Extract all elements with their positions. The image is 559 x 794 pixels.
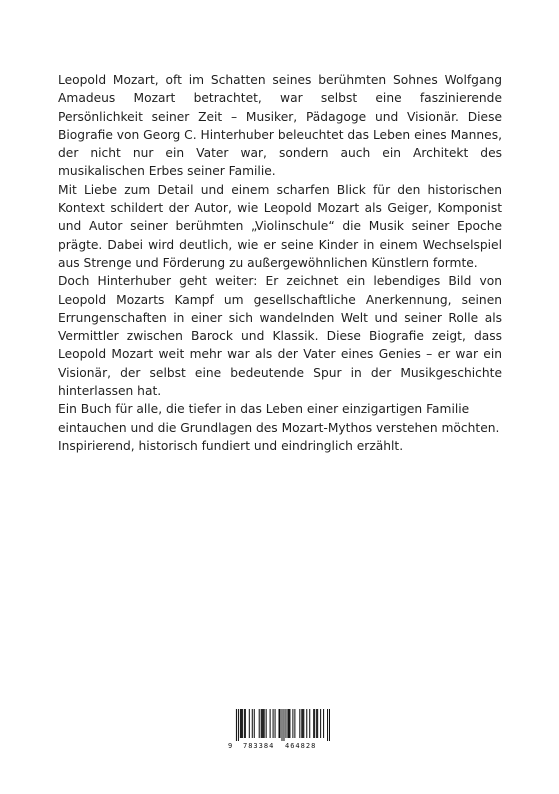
barcode-bar [316,709,317,738]
barcode-bar [299,709,300,738]
barcode-bar [279,709,280,738]
barcode-bar [242,709,243,738]
description-paragraph-2: Mit Liebe zum Detail und einem scharfen Blick für den historischen Kontext schildert der Autor, wie Leopold Mozart als Geiger, Komponist und Autor seiner berühmten „Violinschule“ die Musik seiner Epoche prägte. Dabei wird deutlich, wie er seine Kinder in einem Wechselspiel aus Strenge und Förderung zu außergewöhnlichen Künstlern formte. [58,182,502,270]
barcode-guard-bar [238,709,239,741]
barcode-bar [288,709,289,738]
barcode-bar [314,709,315,738]
barcode-bar [270,709,271,738]
barcode-bar [294,709,295,738]
back-cover-text [58,71,502,455]
barcode-bar [323,709,324,738]
description-paragraph-3: Doch Hinterhuber geht weiter: Er zeichnet ein lebendiges Bild von Leopold Mozarts Kampf um gesellschaftliche Anerkennung, seinen Errungenschaften in einer sich wandelnden Welt und seiner Rolle als Vermittler zwischen Barock und Klassik. Diese Biografie zeigt, dass Leopold Mozart weit mehr war als der Vater eines Genies – er war ein Visionär, der selbst eine bedeutende Spur in der Musikgeschichte hinterlassen hat. [58,274,502,399]
barcode-bar [241,709,242,738]
barcode-bar [240,709,241,738]
description-paragraph-1: Leopold Mozart, oft im Schatten seines berühmten Sohnes Wolfgang Amadeus Mozart betrachtet, war selbst eine faszinierende Persönlichkeit seiner Zeit – Musiker, Pädagoge und Visionär. Diese Biografie von Georg C. Hinterhuber beleuchtet das Leben eines Mannes, der nicht nur ein Vater war, sondern auch ein Architekt des musikalischen Erbes seiner Familie. [58,73,502,179]
barcode-bar [287,709,288,738]
barcode-bar [245,709,246,738]
barcode-bar [259,709,260,738]
barcode-bar [279,709,280,738]
barcode-group-2: 464828 [285,742,317,750]
barcode-bar [261,709,262,738]
barcode-bar [249,709,250,738]
barcode-bar [303,709,304,738]
barcode-bar [264,709,265,738]
barcode-bar [292,709,293,738]
barcode-guard-bar [329,709,330,741]
barcode-number [228,741,330,751]
barcode-bar [285,709,286,738]
barcode-guard-bar [327,709,328,741]
barcode-group-1: 783384 [243,742,275,750]
barcode-bar [263,709,264,738]
barcode-bar [273,709,274,738]
barcode-bar [252,709,253,738]
barcode-bar [275,709,276,738]
barcode-bars [228,709,330,741]
barcode-lead-digit: 9 [228,742,233,750]
barcode-bar [320,709,321,738]
barcode-bar [244,709,245,738]
barcode-guard-bar [236,709,237,741]
barcode-bar [301,709,302,738]
barcode-bar [289,709,290,738]
description-paragraph-4: Ein Buch für alle, die tiefer in das Leben einer einzigartigen Familie eintauchen und die Grundlagen des Mozart-Mythos verstehen möchten. Inspirierend, historisch fundiert und eindringlich erzählt. [58,402,500,453]
barcode-bar [309,709,310,738]
barcode-bar [266,709,267,738]
isbn-barcode [228,709,330,753]
barcode-bar [262,709,263,738]
barcode-guard-bar [281,709,282,741]
barcode-bar [254,709,255,738]
barcode-bar [306,709,307,738]
barcode-bar [317,709,318,738]
barcode-bar [313,709,314,738]
barcode-bar [302,709,303,738]
barcode-guard-bar [283,709,284,741]
